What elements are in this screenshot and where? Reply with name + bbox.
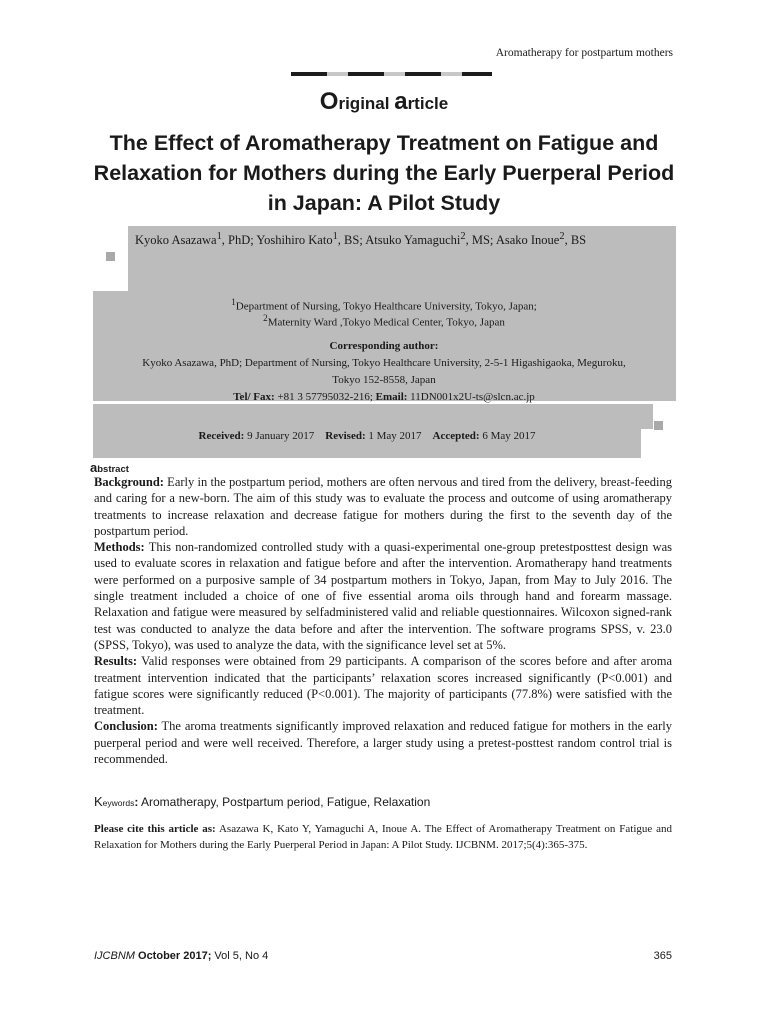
author-list: Kyoko Asazawa$^1$, PhD; Yoshihiro Kato$^1$, BS; Atsuko Yamaguchi$^2$, MS; Asako Inoue$^2$, BS [135,231,587,248]
running-head: Aromatherapy for postpartum mothers [495,47,673,59]
abstract-heading: abstract [90,460,129,475]
abstract-background: Background: Early in the postpartum period, mothers are often nervous and tired from the delivery, breast-feeding and caring for a new-born. The aim of this study was to evaluate the process and outcome of using aromatherapy treatments to increase relaxation and decrease fatigue for mothers during the first to the seventh day of the postpartum period. [94,475,672,538]
article-title: The Effect of Aromatherapy Treatment on Fatigue and Relaxation for Mothers during the Early Puerperal Period in Japan: A Pilot Study [93,131,675,215]
decorative-bar [291,72,492,76]
email-link[interactable]: 11DN001x2U-ts@slcn.ac.jp [407,391,535,403]
abstract-results: Results: Valid responses were obtained from 29 participants. A comparison of the scores before and after aroma treatment intervention indicated that the participants’ relaxation scores increased significantly (P<0.001) and fatigue scores were significantly reduced (P<0.001). The majority of participants (77.8%) were satisfied with the treatment. [94,654,672,718]
citation: Please cite this article as: Asazawa K, Kato Y, Yamaguchi A, Inoue A. The Effect of Aromatherapy Treatment on Fatigue and Relaxation for Mothers during the Early Puerperal Period in Japan: A Pilot Study. IJCBNM. 2017;5(4):365-375. [94,823,672,851]
page-number: 365 [653,950,672,962]
corresponding-author: Corresponding author: Kyoko Asazawa, PhD; Department of Nursing, Tokyo Healthcare University, 2-5-1 Higashigaoka, Meguroku, Tokyo 152-8558, Japan Tel/ Fax: +81 3 57795032-216; Email: 11DN001x2U-ts@slcn.ac.jp [142,340,626,403]
abstract-methods: Methods: This non-randomized controlled study with a quasi-experimental one-group pretestposttest design was used to evaluate scores in relaxation and fatigue before and after the intervention. Aromatherapy hand treatments were performed on a purposive sample of 34 postpartum mothers in Tokyo, Japan, from May to July 2016. The single treatment included a choice of one of five essential aroma oils through hand and forearm massage. Relaxation and fatigue were measured by selfadministered valid and reliable questionnaires. Wilcoxon signed-rank test was conducted to analyze the data before and after the intervention. The software programs SPSS, v. 23.0 (SPSS, Tokyo), was used to analyze the data, with the significance level set at 5%. [94,540,672,652]
abstract-body [94,474,672,767]
article-dates: Received: 9 January 2017 Revised: 1 May 2017 Accepted: 6 May 2017 [198,430,536,442]
decorative-square [106,252,115,261]
affiliation-1: $^1$Department of Nursing, Tokyo Healthcare University, Tokyo, Japan; [231,297,537,313]
affiliation-2: $^2$Maternity Ward ,Tokyo Medical Center, Tokyo, Japan [263,313,505,329]
abstract-conclusion: Conclusion: The aroma treatments significantly improved relaxation and reduced fatigue for mothers in the early puerperal period and were well received. Therefore, a larger study using a pretest-posttest random control trial is recommended. [94,719,672,767]
decorative-square [654,421,663,430]
page-footer: IJCBNM October 2017; Vol 5, No 4 365 [94,950,672,962]
article-type: Original article [319,88,449,115]
keywords: Keywords: Aromatherapy, Postpartum period, Fatigue, Relaxation [94,794,431,809]
